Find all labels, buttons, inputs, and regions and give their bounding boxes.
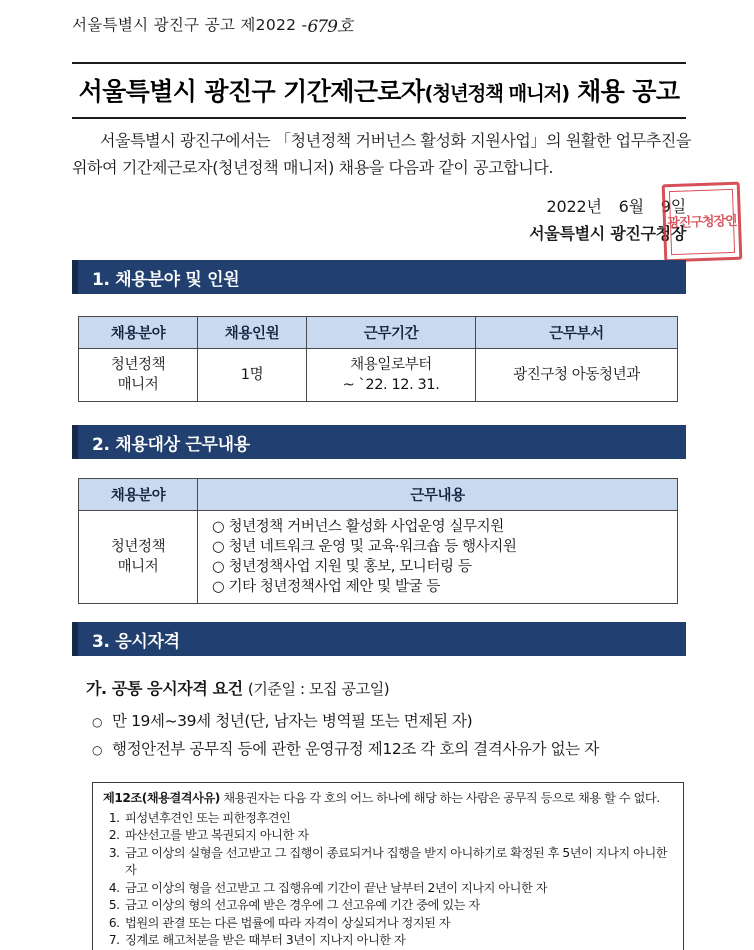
title-sub: (청년정책 매니저) [424, 82, 569, 105]
cell-period-line1: 채용일로부터 [350, 357, 432, 373]
list-item: ○ 만 19세~39세 청년(단, 남자는 병역필 또는 면제된 자) [112, 707, 686, 735]
qualification-list [86, 707, 686, 763]
col-field: 채용분야 [79, 479, 198, 511]
list-item: 3. 금고 이상의 실형을 선고받고 그 집행이 종료되거나 집행을 받지 아니하기로 확정된 후 5년이 지나지 아니한 자 [123, 845, 673, 880]
duty-item: ○ 청년 네트워크 운영 및 교육·워크숍 등 행사지원 [212, 539, 517, 555]
qualification-block [86, 676, 686, 763]
qualification-heading-note: (기준일 : 모집 공고일) [247, 680, 390, 698]
section-1-label: 1. 채용분야 및 인원 [92, 269, 240, 290]
table-row [79, 349, 678, 402]
law-box-intro [103, 790, 673, 808]
recruit-table [78, 316, 678, 402]
cell-period-line2: ~ `22. 12. 31. [342, 377, 440, 393]
duty-item-text: 청년 네트워크 운영 및 교육·워크숍 등 행사지원 [228, 539, 517, 555]
cell-duties [198, 511, 678, 604]
date-day: 9일 [660, 197, 686, 216]
page-title [72, 62, 686, 119]
col-count: 채용인원 [198, 317, 307, 349]
title-main-after: 채용 공고 [577, 77, 680, 106]
law-box-list [103, 810, 673, 950]
table-row [79, 511, 678, 604]
document-number-header [72, 10, 352, 35]
section-header-2 [72, 425, 686, 459]
section-3-label: 3. 응시자격 [92, 631, 180, 652]
table-header-row [79, 479, 678, 511]
duty-item: ○ 청년정책 거버넌스 활성화 사업운영 실무지원 [212, 519, 504, 535]
disqualification-law-box [92, 782, 684, 950]
document-number-label: 서울특별시 광진구 공고 제2022 - [72, 16, 308, 34]
cell-period [307, 349, 476, 402]
date-year: 2022년 [546, 197, 602, 216]
col-period: 근무기간 [307, 317, 476, 349]
announcement-date [72, 193, 686, 220]
official-seal-stamp [662, 182, 743, 263]
cell-field-line2: 매니저 [117, 559, 159, 575]
qualification-heading-text: 가. 공통 응시자격 요건 [86, 679, 243, 698]
col-duties: 근무내용 [198, 479, 678, 511]
cell-field-line1: 청년정책 [110, 539, 166, 555]
col-dept: 근무부서 [476, 317, 678, 349]
list-item: 4. 금고 이상의 형을 선고받고 그 집행유예 기간이 끝난 날부터 2년이 지나지 아니한 자 [123, 880, 673, 898]
list-item: 7. 징계로 해고처분을 받은 때부터 3년이 지나지 아니한 자 [123, 932, 673, 950]
law-box-intro-text: 채용권자는 다음 각 호의 어느 하나에 해당 하는 사람은 공무직 등으로 채용 할 수 없다. [219, 791, 660, 805]
list-item: 5. 금고 이상의 형의 선고유예 받은 경우에 그 선고유예 기간 중에 있는 자 [123, 897, 673, 915]
qualification-heading [86, 676, 686, 699]
col-field: 채용분야 [79, 317, 198, 349]
section-header-1 [72, 260, 686, 294]
section-2-label: 2. 채용대상 근무내용 [92, 434, 250, 455]
cell-field [79, 349, 198, 402]
list-item: ○ 행정안전부 공무직 등에 관한 운영규정 제12조 각 호의 결격사유가 없는 자 [112, 735, 686, 763]
cell-field [79, 511, 198, 604]
document-number-handwritten: 679호 [307, 17, 353, 37]
date-month: 6월 [618, 197, 644, 216]
official-seal-text: 광진구청장인 [669, 189, 735, 255]
list-item: 1. 피성년후견인 또는 피한정후견인 [123, 810, 673, 828]
section-header-3 [72, 622, 686, 656]
law-box-title: 제12조(채용결격사유) [103, 791, 220, 805]
cell-dept: 광진구청 아동청년과 [476, 349, 678, 402]
cell-field-line2: 매니저 [117, 377, 159, 393]
intro-text: 서울특별시 광진구에서는 「청년정책 거버넌스 활성화 지원사업」의 원활한 업무추진을 위하여 기간제근로자(청년정책 매니저) 채용을 다음과 같이 공고합니다. [72, 131, 691, 177]
duty-item-text: 청년정책사업 지원 및 홍보, 모니터링 등 [228, 559, 472, 575]
table-header-row [79, 317, 678, 349]
duty-item: ○ 청년정책사업 지원 및 홍보, 모니터링 등 [212, 559, 472, 575]
cell-field-line1: 청년정책 [110, 357, 166, 373]
duty-item: ○ 기타 청년정책사업 제안 및 발굴 등 [212, 579, 441, 595]
issuer-name: 서울특별시 광진구청장 [529, 224, 686, 243]
duty-table [78, 478, 678, 604]
duty-item-text: 청년정책 거버넌스 활성화 사업운영 실무지원 [228, 519, 504, 535]
issuer-block [72, 193, 686, 247]
intro-paragraph [72, 127, 692, 181]
list-item: 6. 법원의 관결 또는 다른 법률에 따라 자격이 상실되거나 정지된 자 [123, 915, 673, 933]
list-item: 2. 파산선고를 받고 복권되지 아니한 자 [123, 827, 673, 845]
title-main-before: 서울특별시 광진구 기간제근로자 [78, 77, 425, 106]
duty-item-text: 기타 청년정책사업 제안 및 발굴 등 [228, 579, 441, 595]
cell-count: 1명 [198, 349, 307, 402]
